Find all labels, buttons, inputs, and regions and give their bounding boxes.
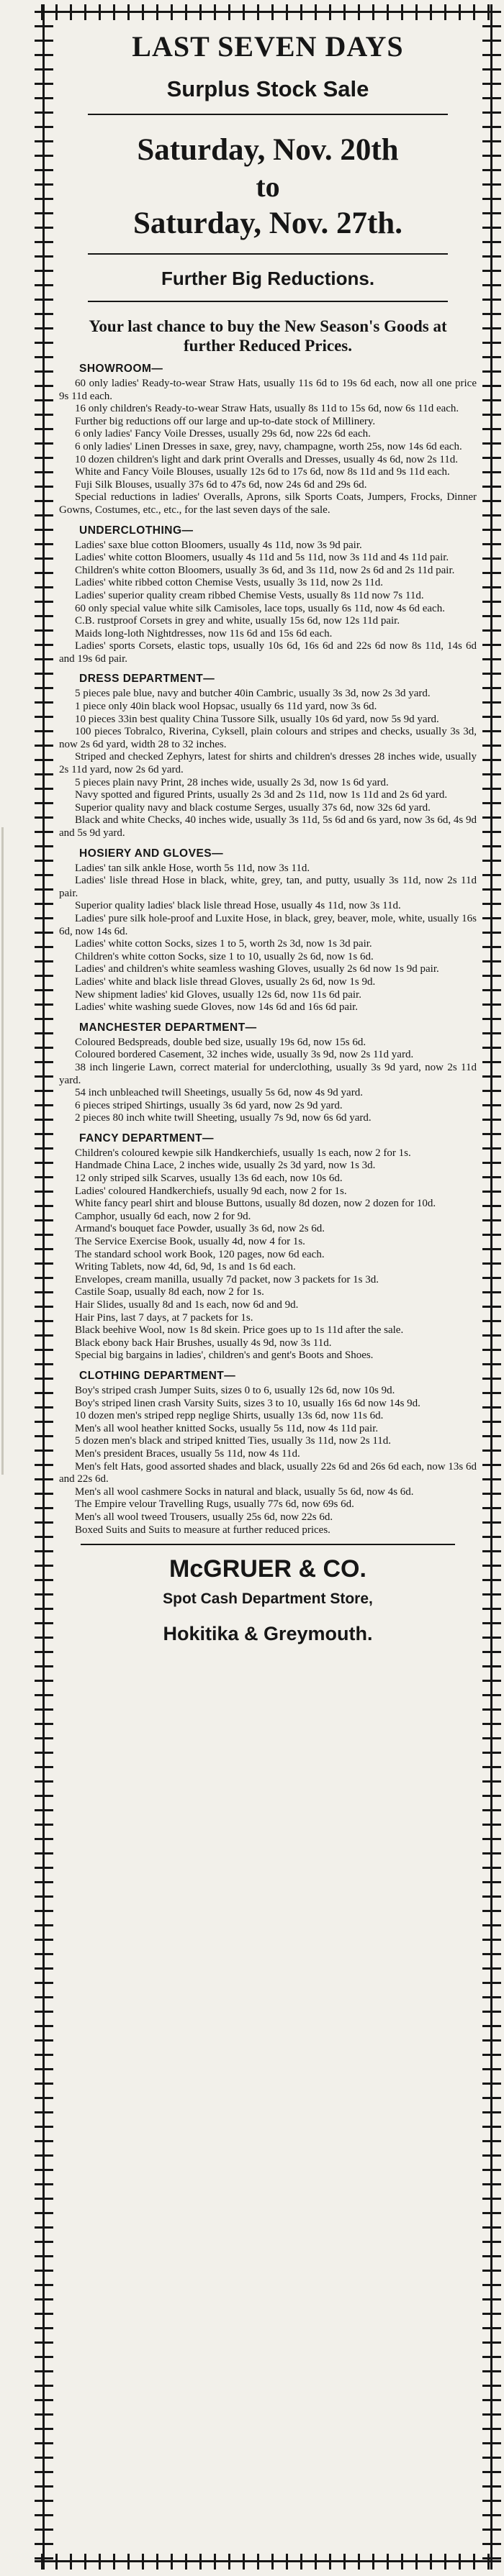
sale-item: Ladies' pure silk hole-proof and Luxite Hose, in black, grey, beaver, mole, white, usually 16s 6d, now 14s 6d.: [59, 912, 477, 937]
adjacent-column-fragment: [0, 0, 32, 2576]
date-to: Saturday, Nov. 27th.: [133, 206, 402, 240]
sale-item: Men's all wool cashmere Socks in natural and black, usually 5s 6d, now 4s 6d.: [75, 1485, 414, 1498]
sale-item: White and Fancy Voile Blouses, usually 12s 6d to 17s 6d, now 8s 11d and 9s 11d each.: [75, 466, 450, 478]
sale-item: 10 pieces 33in best quality China Tussore Silk, usually 10s 6d yard, now 5s 9d yard.: [75, 713, 439, 725]
sale-item: Maids long-loth Nightdresses, now 11s 6d and 15s 6d each.: [75, 627, 333, 640]
sale-item: 10 dozen children's light and dark print Overalls and Dresses, usually 4s 6d, now 2s 11d.: [75, 453, 459, 465]
sale-item: Further big reductions off our large and up-to-date stock of Millinery.: [75, 415, 376, 427]
sale-item: 100 pieces Tobralco, Riverina, Cyksell, plain colours and stripes and checks, usually 3s 3d, now 2s 6d yard, width 28 to 32 inches.: [59, 726, 477, 750]
store-locations: Hokitika & Greymouth.: [163, 1623, 373, 1645]
sale-item: Ladies' white washing suede Gloves, now 14s 6d and 16s 6d pair.: [75, 1001, 359, 1014]
sale-item: C.B. rustproof Corsets in grey and white, usually 15s 6d, now 12s 11d pair.: [75, 615, 400, 627]
sale-item: Fuji Silk Blouses, usually 37s 6d to 47s 6d, now 24s 6d and 29s 6d.: [75, 478, 367, 491]
sale-item: Boxed Suits and Suits to measure at further reduced prices.: [75, 1524, 330, 1536]
sale-item: 5 pieces plain navy Print, 28 inches wide, usually 2s 3d, now 1s 6d yard.: [75, 776, 389, 788]
sale-item: Armand's bouquet face Powder, usually 3s 6d, now 2s 6d.: [75, 1223, 325, 1235]
sale-item: Children's coloured kewpie silk Handkerchiefs, usually 1s each, now 2 for 1s.: [75, 1147, 411, 1159]
adjacent-column-rule: [1, 827, 19, 1475]
department-heading: HOSIERY AND GLOVES—: [79, 847, 224, 860]
sale-item: 60 only ladies' Ready-to-wear Straw Hats, usually 11s 6d to 19s 6d each, now all one price 9s 11d each.: [59, 378, 477, 402]
border-bottom: [35, 2554, 501, 2570]
firm-name: McGRUER & CO.: [169, 1555, 366, 1583]
headline: LAST SEVEN DAYS: [132, 30, 404, 63]
sale-item: Coloured bordered Casement, 32 inches wide, usually 3s 9d, now 2s 11d yard.: [75, 1049, 414, 1061]
department-heading: MANCHESTER DEPARTMENT—: [79, 1021, 257, 1034]
sale-item: Superior quality navy and black costume Serges, usually 37s 6d, now 32s 6d yard.: [75, 801, 431, 814]
sale-item: 38 inch lingerie Lawn, correct material for underclothing, usually 3s 9d yard, now 2s 11d yard.: [59, 1061, 477, 1086]
sale-item: Striped and checked Zephyrs, latest for shirts and children's dresses 28 inches wide, usually 2s 11d yard, now 2s 6d yard.: [59, 751, 477, 776]
sale-item: 16 only children's Ready-to-wear Straw Hats, usually 8s 11d to 15s 6d, now 6s 11d each.: [75, 403, 459, 415]
sale-item: Men's all wool heather knitted Socks, usually 5s 11d, now 4s 11d pair.: [75, 1422, 379, 1434]
sale-item: New shipment ladies' kid Gloves, usually 12s 6d, now 11s 6d pair.: [75, 988, 361, 1001]
border-top: [35, 4, 501, 20]
sale-item: Ladies' white cotton Socks, sizes 1 to 5, worth 2s 3d, now 1s 3d pair.: [75, 938, 372, 950]
ad-content: [59, 24, 477, 2551]
sale-item: Ladies' white ribbed cotton Chemise Vests, usually 3s 11d, now 2s 11d.: [75, 577, 383, 589]
sale-item: Hair Pins, last 7 days, at 7 packets for 1s.: [75, 1311, 253, 1324]
sale-item: Ladies' sports Corsets, elastic tops, usually 10s 6d, 16s 6d and 22s 6d now 8s 11d, 14s 6d and 19s 6d pair.: [59, 640, 477, 665]
subheadline: Surplus Stock Sale: [166, 76, 369, 101]
sale-item: 6 pieces striped Shirtings, usually 3s 6d yard, now 2s 9d yard.: [75, 1099, 343, 1111]
sale-item: 54 inch unbleached twill Sheetings, usually 5s 6d, now 4s 9d yard.: [75, 1087, 363, 1099]
sale-item: Boy's striped crash Jumper Suits, sizes 0 to 6, usually 12s 6d, now 10s 9d.: [75, 1384, 395, 1396]
sale-item: Ladies' white and black lisle thread Gloves, usually 2s 6d, now 1s 9d.: [75, 975, 376, 988]
department-heading: UNDERCLOTHING—: [79, 524, 194, 537]
sale-item: Boy's striped linen crash Varsity Suits, sizes 3 to 10, usually 16s 6d now 14s 9d.: [75, 1397, 420, 1409]
sale-item: Handmade China Lace, 2 inches wide, usually 2s 3d yard, now 1s 3d.: [75, 1160, 376, 1172]
sale-item: 2 pieces 80 inch white twill Sheeting, usually 7s 9d, now 6s 6d yard.: [75, 1112, 372, 1124]
department-heading: FANCY DEPARTMENT—: [79, 1132, 215, 1144]
sale-item: Superior quality ladies' black lisle thread Hose, usually 4s 11d, now 3s 11d.: [75, 900, 401, 912]
sale-item: Children's white cotton Socks, size 1 to 10, usually 2s 6d, now 1s 6d.: [75, 950, 374, 962]
advertisement: [35, 4, 501, 2570]
sale-item: 6 only ladies' Linen Dresses in saxe, grey, navy, champagne, worth 25s, now 14s 6d each.: [75, 440, 462, 452]
sale-item: Special reductions in ladies' Overalls, Aprons, silk Sports Coats, Jumpers, Frocks, Dinner Gowns, Costumes, etc., etc., for the last seven days of the sale.: [59, 491, 477, 516]
sale-item: Black beehive Wool, now 1s 8d skein. Price goes up to 1s 11d after the sale.: [75, 1324, 404, 1337]
sale-item: White fancy pearl shirt and blouse Buttons, usually 8d dozen, now 2 dozen for 10d.: [75, 1198, 436, 1210]
departments: [59, 362, 477, 1537]
date-to-word: to: [256, 170, 280, 203]
sale-item: 12 only striped silk Scarves, usually 13s 6d each, now 10s 6d.: [75, 1173, 343, 1185]
sale-item: Writing Tablets, now 4d, 6d, 9d, 1s and 1s 6d each.: [75, 1261, 296, 1273]
department-heading: CLOTHING DEPARTMENT—: [79, 1369, 236, 1382]
divider: [81, 1544, 455, 1545]
sale-item: Black ebony back Hair Brushes, usually 4s 9d, now 3s 11d.: [75, 1337, 332, 1349]
sale-item: 5 dozen men's black and striped knitted Ties, usually 3s 11d, now 2s 11d.: [75, 1435, 392, 1447]
sale-item: Camphor, usually 6d each, now 2 for 9d.: [75, 1210, 251, 1222]
date-from: Saturday, Nov. 20th: [137, 133, 399, 167]
store-description: Spot Cash Department Store,: [163, 1590, 373, 1608]
sale-item: Ladies' white cotton Bloomers, usually 4s 11d and 5s 11d, now 3s 11d and 4s 11d pair.: [75, 552, 449, 564]
divider: [88, 253, 448, 255]
sale-item: Envelopes, cream manilla, usually 7d packet, now 3 packets for 1s 3d.: [75, 1273, 379, 1285]
sale-item: Men's president Braces, usually 5s 11d, now 4s 11d.: [75, 1447, 300, 1460]
sale-item: 60 only special value white silk Camisoles, lace tops, usually 6s 11d, now 4s 6d each.: [75, 602, 445, 614]
sale-item: Hair Slides, usually 8d and 1s each, now 6d and 9d.: [75, 1299, 299, 1311]
sale-item: Ladies' lisle thread Hose in black, white, grey, tan, and putty, usually 3s 11d, now 2s 11d pair.: [59, 875, 477, 899]
border-right: [482, 4, 501, 2570]
further-reductions: Further Big Reductions.: [161, 268, 375, 289]
sale-item: Navy spotted and figured Prints, usually 2s 3d and 2s 11d, now 1s 11d and 2s 6d yard.: [75, 789, 448, 801]
sale-item: Men's felt Hats, good assorted shades and black, usually 22s 6d and 26s 6d each, now 13s 6d and 22s 6d.: [59, 1460, 477, 1485]
department-heading: SHOWROOM—: [79, 363, 163, 375]
sale-item: 6 only ladies' Fancy Voile Dresses, usually 29s 6d, now 22s 6d each.: [75, 428, 371, 440]
border-left: [35, 4, 53, 2570]
sale-item: 1 piece only 40in black wool Hopsac, usually 6s 11d yard, now 3s 6d.: [75, 701, 377, 713]
sale-item: Men's all wool tweed Trousers, usually 25s 6d, now 22s 6d.: [75, 1511, 333, 1523]
sale-item: Ladies' tan silk ankle Hose, worth 5s 11d, now 3s 11d.: [75, 862, 310, 874]
sale-item: Ladies' coloured Handkerchiefs, usually 9d each, now 2 for 1s.: [75, 1185, 347, 1197]
sale-item: Ladies' and children's white seamless washing Gloves, usually 2s 6d now 1s 9d pair.: [75, 963, 439, 975]
sale-item: Ladies' saxe blue cotton Bloomers, usually 4s 11d, now 3s 9d pair.: [75, 539, 362, 551]
sale-item: The standard school work Book, 120 pages, now 6d each.: [75, 1248, 325, 1260]
sale-item: Children's white cotton Bloomers, usually 3s 6d, and 3s 11d, now 2s 6d and 2s 11d pair.: [75, 564, 455, 576]
sale-item: Special big bargains in ladies', children's and gent's Boots and Shoes.: [75, 1350, 374, 1362]
department-heading: DRESS DEPARTMENT—: [79, 673, 215, 686]
sale-item: 5 pieces pale blue, navy and butcher 40in Cambric, usually 3s 3d, now 2s 3d yard.: [75, 688, 431, 700]
sale-item: 10 dozen men's striped repp neglige Shirts, usually 13s 6d, now 11s 6d.: [75, 1410, 384, 1422]
sale-item: The Empire velour Travelling Rugs, usually 77s 6d, now 69s 6d.: [75, 1498, 354, 1511]
sale-item: Ladies' superior quality cream ribbed Chemise Vests, usually 8s 11d now 7s 11d.: [75, 589, 424, 601]
divider: [88, 114, 448, 115]
sale-item: Coloured Bedspreads, double bed size, usually 19s 6d, now 15s 6d.: [75, 1036, 366, 1048]
sale-item: Castile Soap, usually 8d each, now 2 for 1s.: [75, 1286, 264, 1298]
sale-item: The Service Exercise Book, usually 4d, now 4 for 1s.: [75, 1236, 305, 1248]
last-chance-note: Your last chance to buy the New Season's Goods at further Reduced Prices.: [89, 317, 447, 355]
divider: [88, 301, 448, 302]
sale-item: Black and white Checks, 40 inches wide, usually 3s 11d, 5s 6d and 6s yard, now 3s 6d, 4s 9d and 5s 9d yard.: [59, 814, 477, 839]
